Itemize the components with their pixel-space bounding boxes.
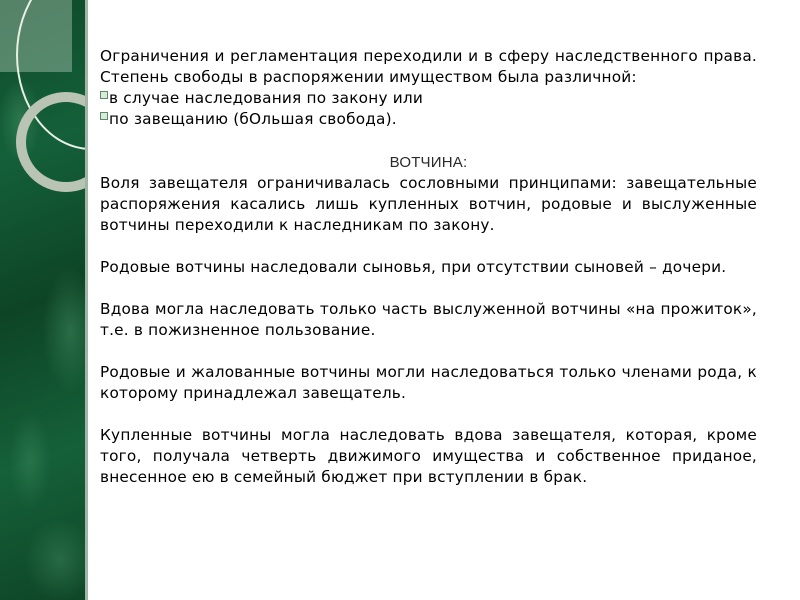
- section-heading: ВОТЧИНА:: [389, 154, 468, 171]
- bullet-item: [100, 109, 757, 130]
- body-paragraph: Родовые и жалованные вотчины могли наследоваться только членами рода, к которому принадлежал завещатель.: [100, 363, 757, 402]
- decorative-sidebar: [0, 0, 88, 600]
- bullet-text: по завещанию (бОльшая свобода).: [109, 110, 397, 128]
- body-paragraph: Родовые вотчины наследовали сыновья, при отсутствии сыновей – дочери.: [100, 258, 727, 276]
- square-bullet-icon: [100, 91, 108, 99]
- bullet-item: [100, 88, 757, 109]
- slide-content: [100, 46, 757, 488]
- body-paragraph: Вдова могла наследовать только часть выслуженной вотчины «на прожиток», т.е. в пожизненное пользование.: [100, 300, 757, 339]
- body-paragraph: Купленные вотчины могла наследовать вдова завещателя, которая, кроме того, получала четверть движимого имущества и собственное приданое, внесенное ею в семейный бюджет при вступлении в брак.: [100, 426, 757, 486]
- intro-paragraph: Ограничения и регламентация переходили и в сферу наследственного права. Степень свободы в распоряжении имуществом была различной:: [100, 47, 757, 86]
- body-paragraph: Воля завещателя ограничивалась сословными принципами: завещательные распоряжения касались лишь купленных вотчин, родовые и выслуженные вотчины переходили к наследникам по закону.: [100, 174, 757, 234]
- bullet-text: в случае наследования по закону или: [109, 89, 424, 107]
- thick-ring-decoration: [16, 92, 88, 192]
- square-bullet-icon: [100, 112, 108, 120]
